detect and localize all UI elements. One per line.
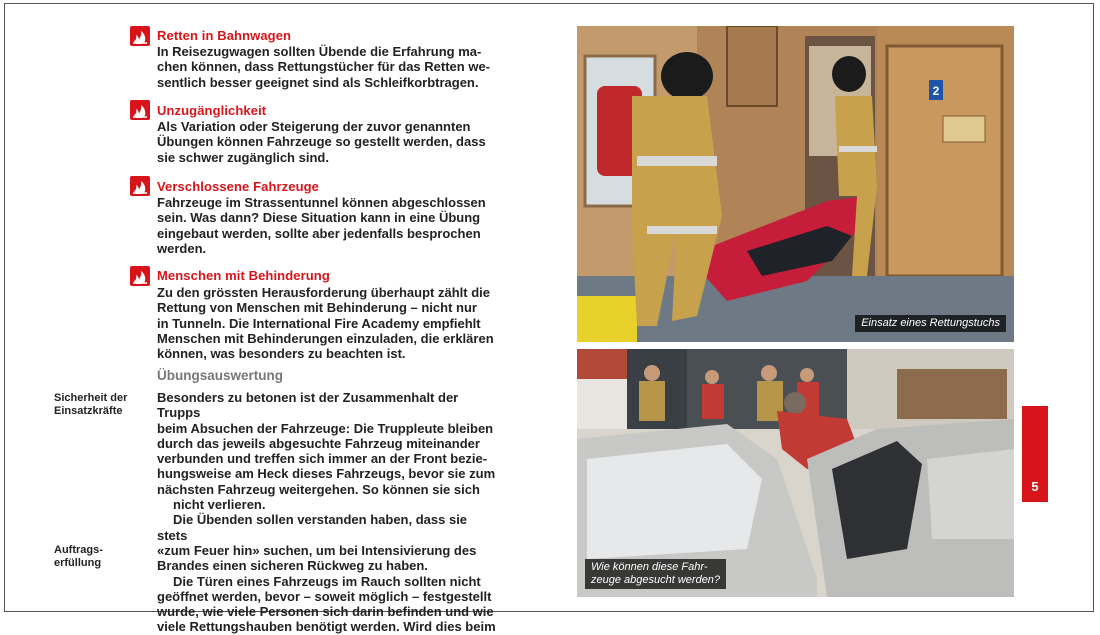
text-line: sie schwer zugänglich sind. (157, 149, 329, 165)
text-line: beim Absuchen der Fahrzeuge: Die Truppleute bleiben (157, 420, 494, 436)
text-line: Übungen können Fahrzeuge so gestellt werden, dass (157, 134, 486, 150)
section-heading-disabilities: Menschen mit Behinderung (157, 268, 330, 283)
photo-train-rescue-illustration (577, 26, 1014, 342)
text-line: «zum Feuer hin» suchen, um bei Intensivierung des (157, 542, 477, 558)
evaluation-body (157, 390, 497, 635)
evaluation-heading: Übungsauswertung (157, 368, 284, 383)
section-body-rescue-train (157, 44, 497, 90)
text-line: sein. Was dann? Diese Situation kann in eine Übung (157, 210, 481, 226)
fire-icon (130, 100, 150, 120)
text-line: In Reisezugwagen sollten Übende die Erfahrung ma- (157, 44, 482, 59)
text-line: Als Variation oder Steigerung der zuvor genannten (157, 119, 471, 134)
text-line: werden. (157, 240, 207, 256)
text-line: chen können, dass Rettungstücher für das Retten we- (157, 59, 490, 75)
side-label-line: erfüllung (54, 557, 102, 569)
text-line: können, was besonders zu beachten ist. (157, 346, 406, 362)
text-line: Zu den grössten Herausforderung überhaupt zählt die (157, 285, 490, 300)
side-label-line: Einsatzkräfte (54, 405, 123, 417)
section-body-disabilities (157, 285, 497, 361)
side-label-mission (54, 544, 149, 570)
text-line: viele Rettungshauben benötigt werden. Wird dies beim (157, 619, 496, 635)
text-line: eingebaut werden, sollte aber jedenfalls besprochen (157, 225, 481, 241)
section-heading-locked-vehicles: Verschlossene Fahrzeuge (157, 179, 319, 194)
text-line: Brandes einen sicheren Rückweg zu haben. (157, 558, 428, 574)
text-line: Menschen mit Behinderungen einzuladen, die erklären (157, 330, 494, 346)
door-number-sign: 2 (932, 84, 940, 98)
section-body-locked-vehicles (157, 195, 497, 256)
page-number: 5 (1031, 479, 1039, 494)
photo-vehicle-search (577, 349, 1014, 597)
text-line: nächsten Fahrzeug weitergehen. So können sie sich (157, 481, 480, 497)
caption-line: zeuge abgesucht werden? (591, 574, 721, 586)
text-line: Die Türen eines Fahrzeugs im Rauch sollten nicht (173, 573, 481, 589)
photo-caption-top: Einsatz eines Rettungstuchs (855, 315, 1006, 332)
fire-icon (130, 26, 150, 46)
text-line: verbunden und treffen sich immer an der Front bezie- (157, 451, 488, 467)
text-line: Rettung von Menschen mit Behinderung – nicht nur (157, 300, 477, 316)
text-line: sentlich besser geeignet sind als Schleifkorbtragen. (157, 74, 479, 90)
text-line: Die Übenden sollen verstanden haben, dass sie stets (157, 512, 468, 543)
photo-train-rescue (577, 26, 1014, 342)
fire-icon (130, 176, 150, 196)
side-label-safety (54, 392, 149, 418)
text-line: geöffnet werden, bevor – soweit möglich – festgestellt (157, 588, 492, 604)
text-line: wurde, wie viele Personen sich darin befinden und wie (157, 604, 494, 620)
page-tab (1022, 406, 1048, 502)
section-heading-inaccessibility: Unzugänglichkeit (157, 103, 267, 118)
text-line: Fahrzeuge im Strassentunnel können abgeschlossen (157, 195, 486, 210)
side-label-line: Sicherheit der (54, 392, 128, 404)
fire-icon (130, 266, 150, 286)
text-line: in Tunneln. Die International Fire Academy empfiehlt (157, 315, 481, 331)
section-heading-rescue-train: Retten in Bahnwagen (157, 28, 292, 43)
photo-caption-bottom (585, 559, 726, 589)
text-line: nicht verlieren. (173, 497, 266, 513)
section-body-inaccessibility (157, 119, 497, 165)
caption-line: Wie können diese Fahr- (591, 561, 708, 573)
text-line: Besonders zu betonen ist der Zusammenhalt der Trupps (157, 390, 459, 421)
text-line: hungsweise am Heck dieses Fahrzeugs, bevor sie zum (157, 466, 496, 482)
side-label-line: Auftrags- (54, 544, 103, 556)
text-line: durch das jeweils abgesuchte Fahrzeug miteinander (157, 435, 480, 451)
